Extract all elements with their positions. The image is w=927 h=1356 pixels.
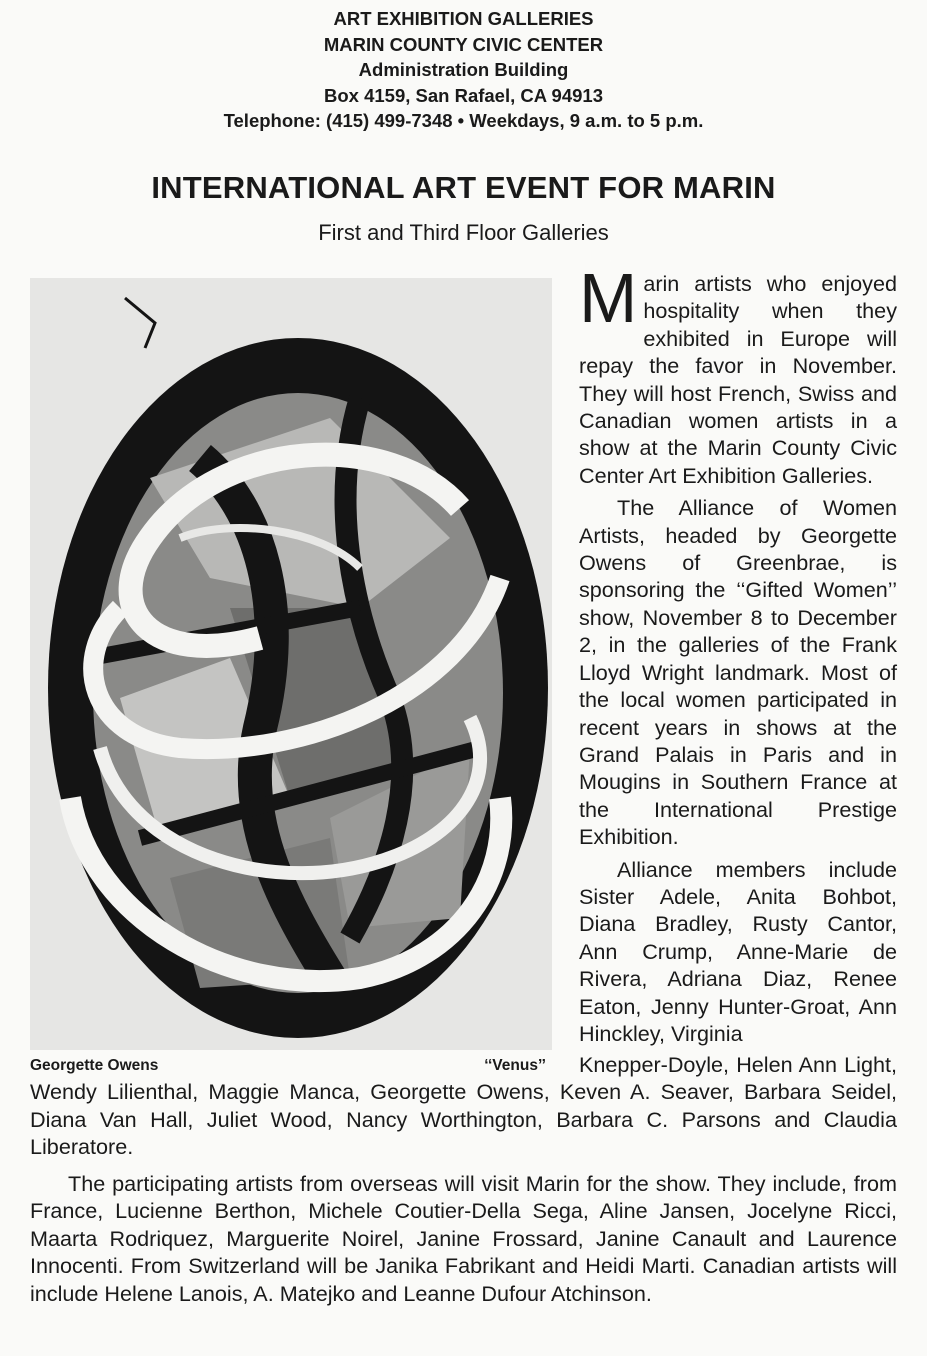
article-paragraph-2: The Alliance of Women Artists, headed by Georgette Owens of Greenbrae, is sponsoring the ‘‘Gifted Women’’ show, November 8 to December 2, in the galleries of the Frank Lloyd Wright landmark. Most of the local women participated in recent years in shows at the Grand Palais in Paris and in Mougins in Southern France at the International Prestige Exhibition.: [579, 495, 897, 850]
article-paragraph-4: The participating artists from overseas will visit Marin for the show. They include, from France, Lucienne Berthon, Michele Coutier-Della Sega, Aline Jansen, Jocelyne Ricci, Maarta Rodriquez, Marguerite Noirel, Janine Frossard, Janine Canault and Laurence Innocenti. From Switzerland will be Janika Fabrikant and Heidi Marti. Canadian artists will include Helene Lanois, A. Matejko and Leanne Dufour Atchinson.: [30, 1171, 897, 1306]
header-telephone: Telephone: (415) 499-7348 • Weekdays, 9 a.m. to 5 p.m.: [223, 110, 704, 131]
article-title: INTERNATIONAL ART EVENT FOR MARIN: [151, 170, 776, 205]
artwork-image: [30, 278, 552, 1050]
header-venue: MARIN COUNTY CIVIC CENTER: [323, 33, 604, 55]
header-address: Box 4159, San Rafael, CA 94913: [323, 84, 604, 106]
caption-work-title: ‘‘Venus’’: [484, 1057, 546, 1074]
gallery-header: [0, 6, 927, 134]
article-subtitle: First and Third Floor Galleries: [318, 220, 609, 245]
article-paragraph-3-continued: Knepper-Doyle, Helen Ann Light, Wendy Lilienthal, Maggie Manca, Georgette Owens, Keven A. Seaver, Barbara Seidel, Diana Van Hall, Juliet Wood, Nancy Worthington, Barbara C. Parsons and Claudia Liberatore.: [30, 1052, 897, 1160]
header-building: Administration Building: [358, 59, 569, 80]
article-column: [579, 259, 897, 1052]
article-paragraph-3: Alliance members include Sister Adele, Anita Bohbot, Diana Bradley, Rusty Cantor, Ann Crump, Anne-Marie de Rivera, Adriana Diaz, Renee Eaton, Jenny Hunter-Groat, Ann Hinckley, Virginia: [579, 856, 897, 1046]
caption-artist: Georgette Owens: [30, 1057, 159, 1074]
header-gallery-name: ART EXHIBITION GALLERIES: [333, 8, 594, 29]
article-paragraph-1: [579, 259, 897, 489]
drop-cap: M: [579, 259, 638, 337]
paragraph-1-text: arin artists who enjoyed hospitality when they exhibited in Europe will repay the favor in November. They will host French, Swiss and Canadian women artists in a show at the Marin County Civic Center Art Exhibition Galleries.: [579, 271, 897, 488]
